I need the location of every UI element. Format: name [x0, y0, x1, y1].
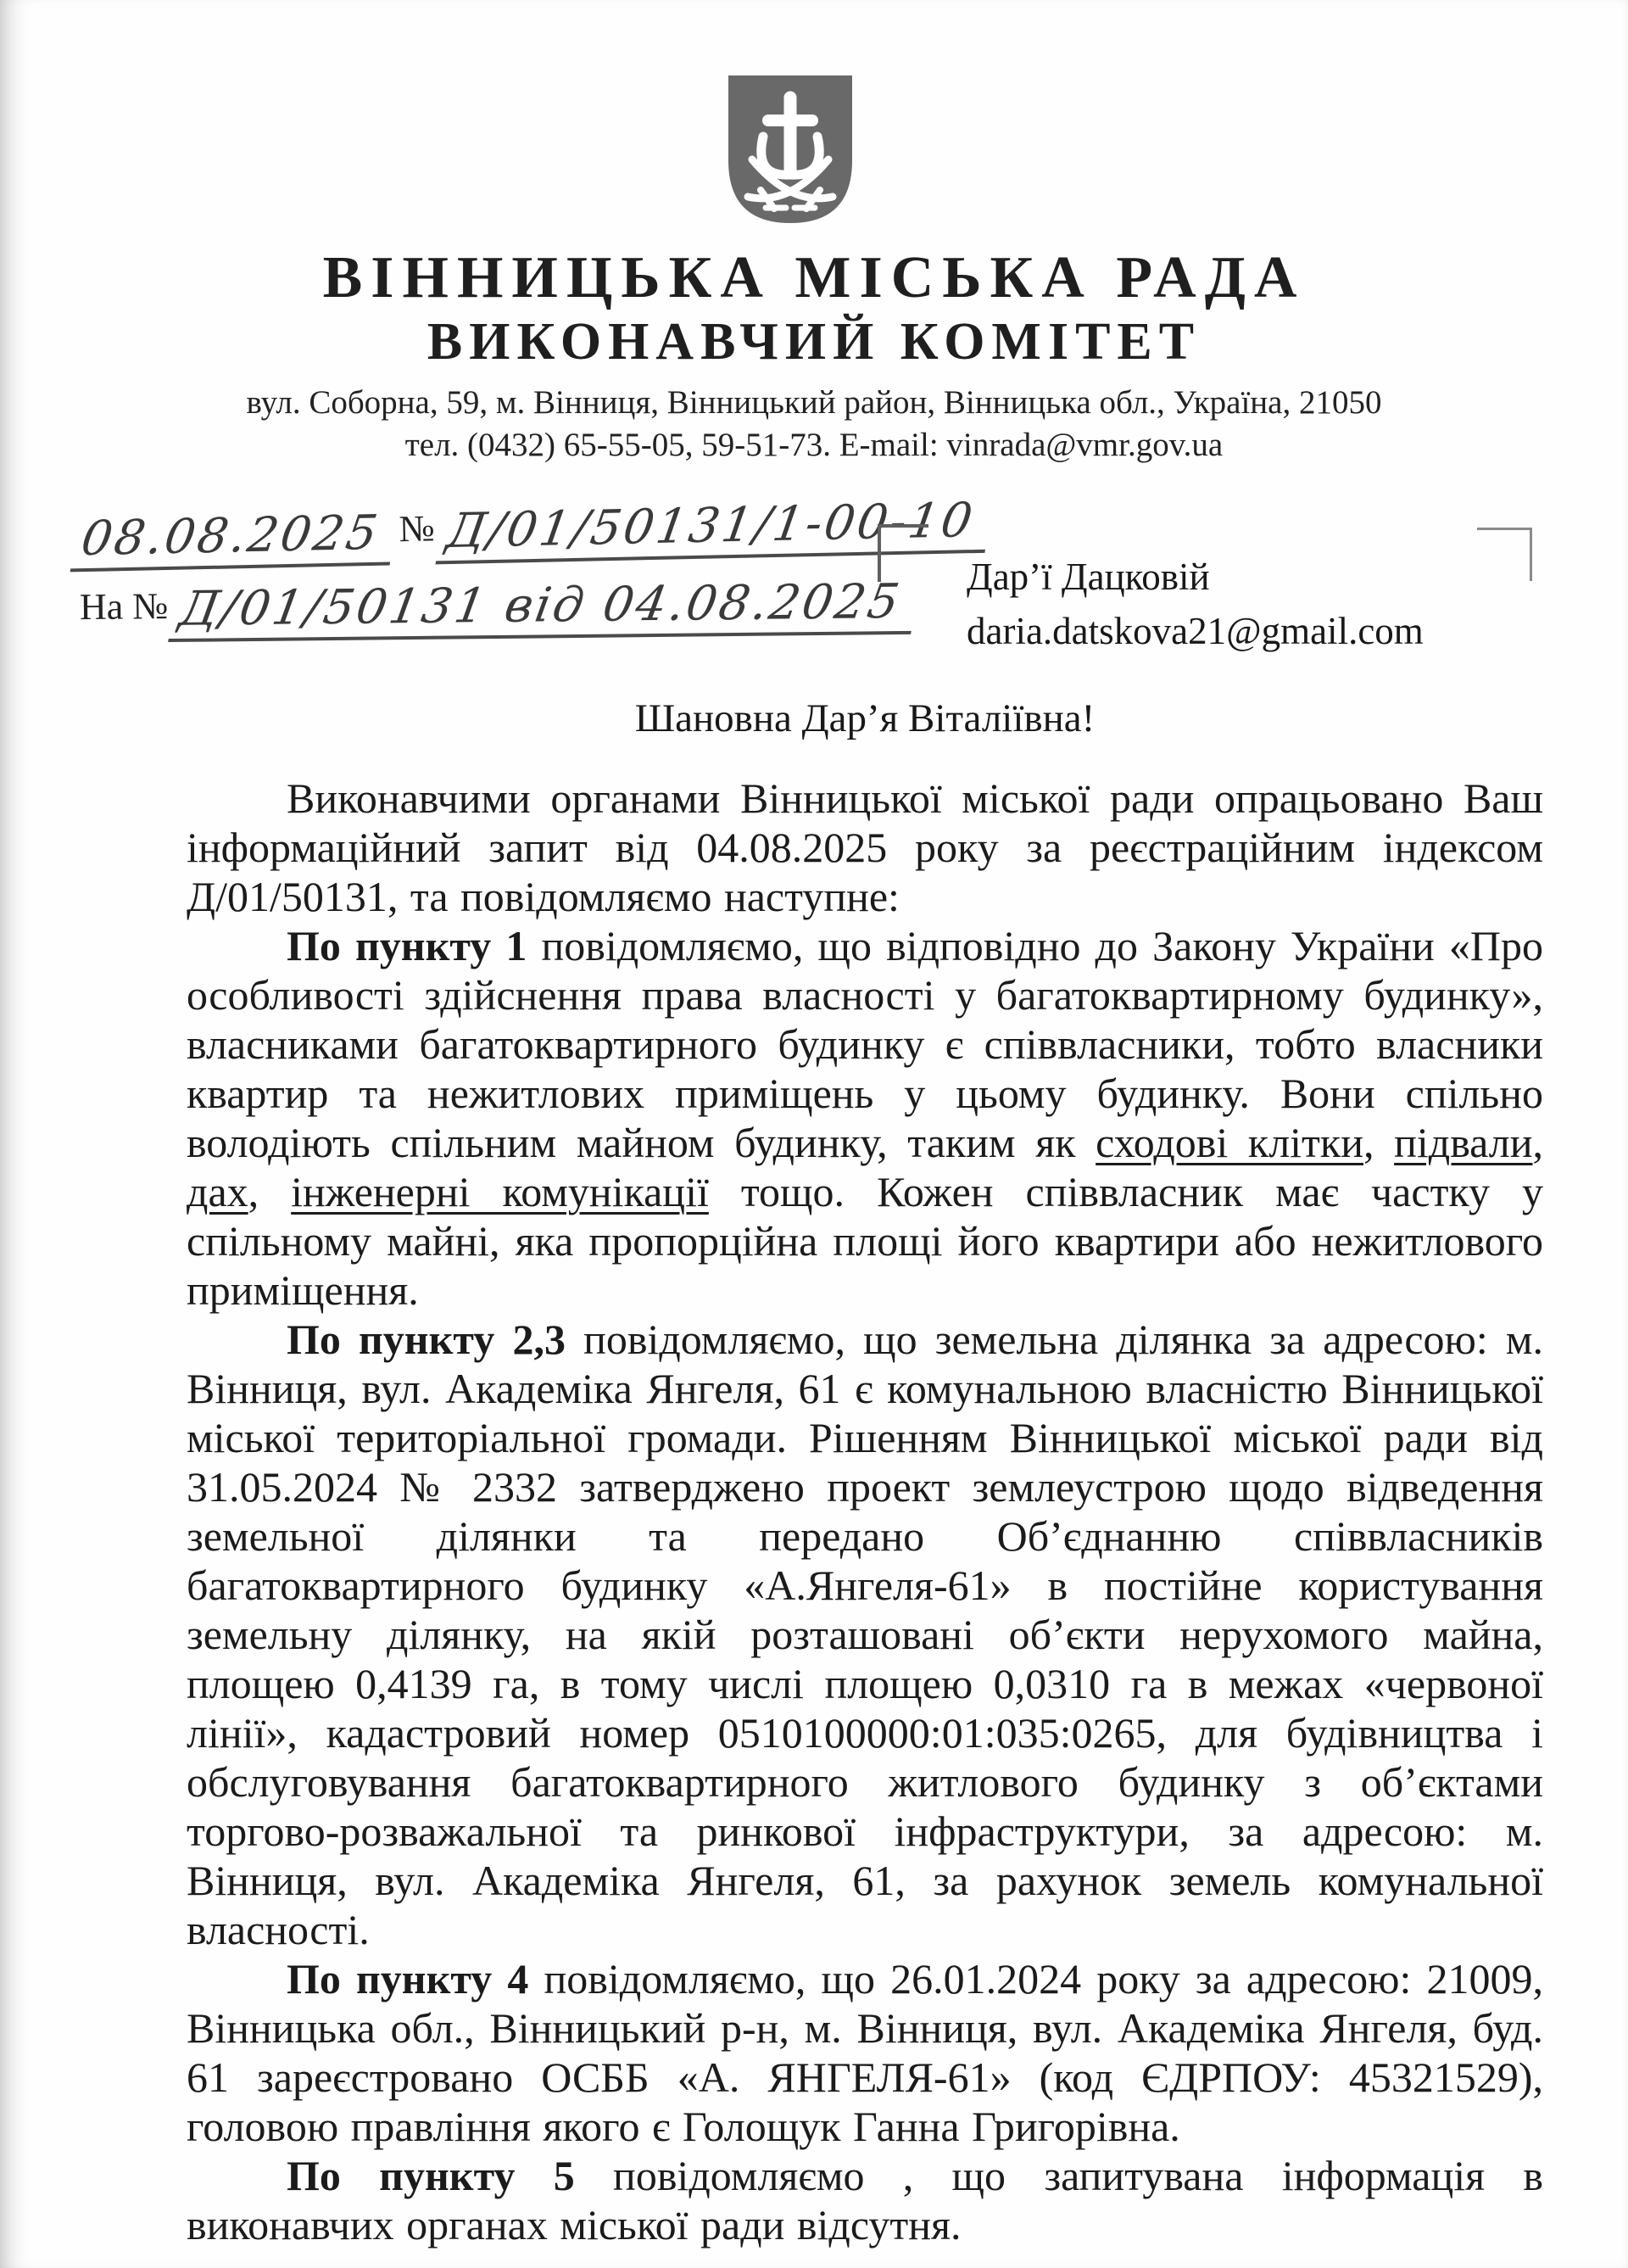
underlined-term-utilities: інженерні комунікації	[291, 1168, 709, 1215]
separator-1: ,	[1363, 1119, 1395, 1166]
paragraph-point-4	[187, 1954, 1543, 2151]
org-name-line1: ВІННИЦЬКА МІСЬКА РАДА	[322, 245, 1306, 310]
reply-to-label: На №	[79, 585, 169, 628]
paragraph-point-2-3	[187, 1315, 1543, 1954]
letter-body	[187, 774, 1543, 2249]
point-4-lead: По пункту 4	[287, 1955, 529, 2003]
vinnytsia-coat-of-arms-logo	[723, 72, 857, 226]
paragraph-point-1	[187, 921, 1543, 1315]
number-sign-label: №	[399, 507, 436, 550]
paragraph-intro	[187, 774, 1543, 921]
separator-2: ,	[1532, 1119, 1543, 1166]
org-contacts-line: тел. (0432) 65-55-05, 59-51-73. E-mail: vinrada@vmr.gov.ua	[404, 427, 1224, 463]
underlined-term-basements: підвали	[1394, 1119, 1533, 1166]
intro-text: Виконавчими органами Вінницької міської ради опрацьовано Ваш інформаційний запит від 04.08.2025 року за реєстраційним індексом Д/01/50131, та повідомляємо наступне:	[187, 774, 1543, 920]
point-4-text: повідомляємо, що 26.01.2024 року за адресою: 21009, Вінницька обл., Вінницький р-н, м. Вінниця, вул. Академіка Янгеля, буд. 61 зареєстровано ОСББ «А. ЯНГЕЛЯ-61» (код ЄДРПОУ: 45321529), головою правління якого є Голощук Ганна Григорівна.	[187, 1955, 1543, 2150]
point-5-text: повідомляємо , що запитувана інформація в виконавчих органах міської ради відсутня.	[187, 2152, 1544, 2248]
paragraph-point-5	[187, 2151, 1543, 2249]
recipient-email: daria.datskova21@gmail.com	[967, 610, 1424, 652]
reference-line-outgoing	[74, 493, 989, 573]
reference-line-incoming	[75, 574, 917, 643]
scan-corner-mark-right	[1477, 528, 1532, 581]
recipient-name: Дар’ї Дацковій	[967, 556, 1210, 598]
point-2-3-text: повідомляємо, що земельна ділянка за адресою: м. Вінниця, вул. Академіка Янгеля, 61 є комунальною власністю Вінницької міської територіальної громади. Рішенням Вінницької міської ради від 31.05.2024 № 2332 затверджено проект землеустрою щодо відведення земельної ділянки та передано Об’єднанню співвласників багатоквартирного будинку «А.Янгеля-61» в постійне користування земельну ділянку, на якій розташовані об’єкти нерухомого майна, площею 0,4139 га, в тому числі площею 0,0310 га в межах «червоної лінії», кадастровий номер 0510100000:01:035:0265, для будівництва і обслуговування багатоквартирного житлового будинку з об’єктами торгово-розважальної та ринкової інфраструктури, за адресою: м. Вінниця, вул. Академіка Янгеля, 61, за рахунок земель комунальної власності.	[187, 1316, 1544, 1953]
handwritten-incoming-number: Д/01/50131 від 04.08.2025	[168, 574, 921, 642]
separator-3: ,	[248, 1168, 292, 1215]
org-address-line: вул. Соборна, 59, м. Вінниця, Вінницький район, Вінницька обл., Україна, 21050	[246, 384, 1382, 421]
point-1-text-b: тощо. Кожен співвласник має частку у спільному майні, яка пропорційна площі його квартири або нежитлового приміщення.	[187, 1168, 1544, 1314]
underlined-term-stairwells: сходові клітки	[1096, 1119, 1363, 1166]
point-5-lead: По пункту 5	[287, 2152, 575, 2199]
recipient-block	[967, 550, 1424, 658]
point-2-3-lead: По пункту 2,3	[287, 1316, 566, 1363]
underlined-term-roof: дах	[187, 1168, 248, 1215]
handwritten-outgoing-date: 08.08.2025	[70, 505, 399, 572]
org-name-line2: ВИКОНАВЧИЙ КОМІТЕТ	[427, 313, 1201, 371]
handwritten-outgoing-number: Д/01/50131/1-00-10	[435, 493, 993, 565]
salutation: Шановна Дар’я Віталіївна!	[634, 696, 1096, 740]
point-1-lead: По пункту 1	[287, 922, 527, 969]
point-1-text-a: повідомляємо, що відповідно до Закону України «Про особливості здійснення права власності у багатоквартирному будинку», власниками багатоквартирного будинку є співвласники, тобто власники квартир та нежитлових приміщень у цьому будинку. Вони спільно володіють спільним майном будинку, таким як	[187, 922, 1544, 1166]
scan-corner-mark-left	[878, 524, 928, 582]
